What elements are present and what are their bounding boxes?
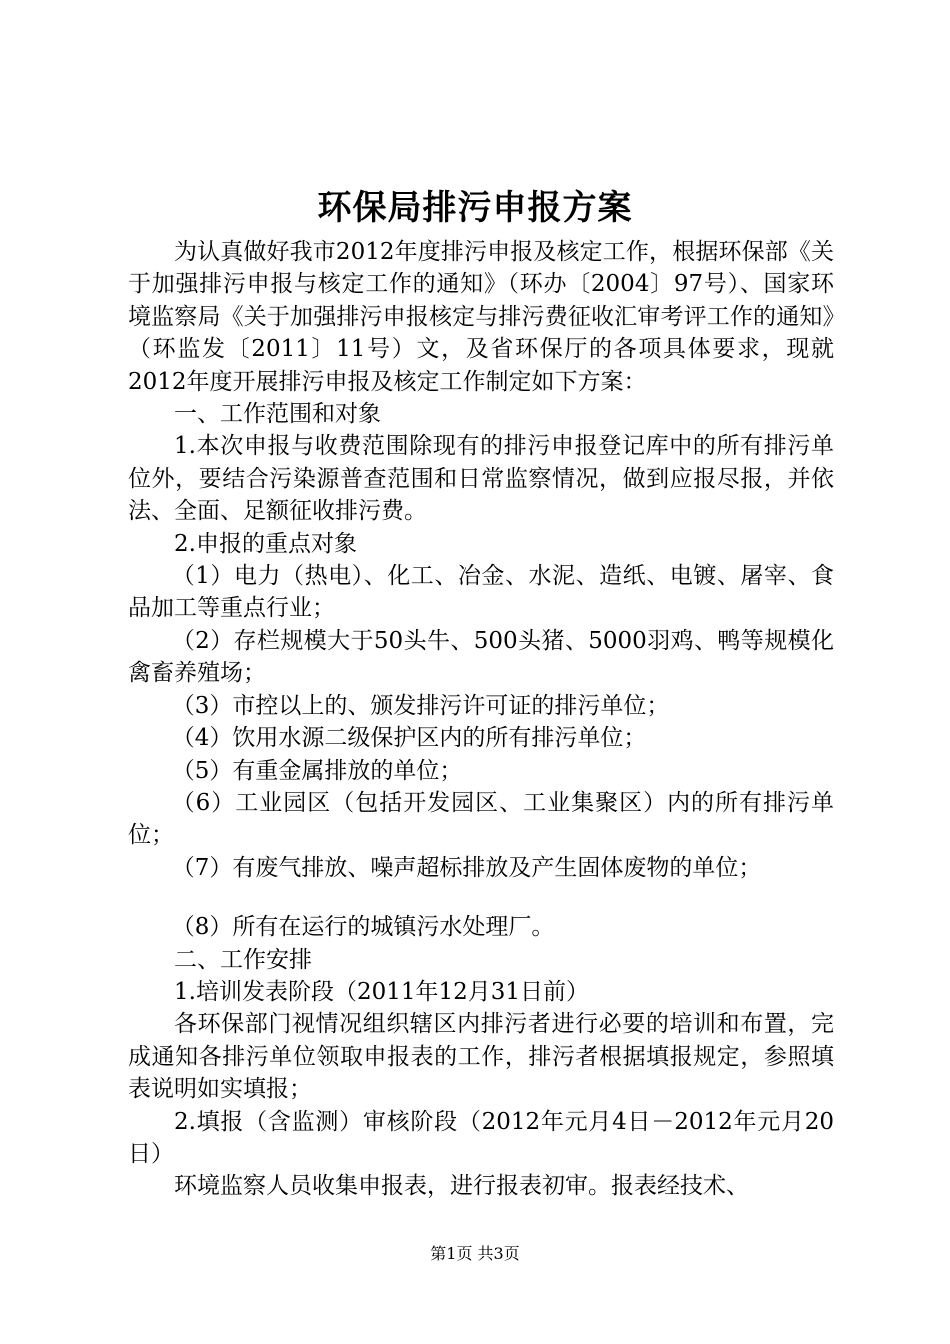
list-item-2: （2）存栏规模大于50头牛、500头猪、5000羽鸡、鸭等规模化禽畜养殖场；: [128, 627, 834, 687]
paragraph-key-targets: 2.申报的重点对象: [174, 530, 357, 557]
document-title: 环保局排污申报方案: [317, 188, 633, 228]
list-item-1: （1）电力（热电）、化工、冶金、水泥、造纸、电镀、屠宰、食品加工等重点行业；: [128, 563, 834, 622]
section-heading-arrangement: 二、工作安排: [174, 946, 312, 973]
section-heading-scope: 一、工作范围和对象: [174, 401, 381, 428]
list-item-8: （8）所有在运行的城镇污水处理厂。: [171, 914, 555, 941]
phase-1-paragraph: 各环保部门视情况组织辖区内排污者进行必要的培训和布置，完成通知各排污单位领取申报表的工作，排污者根据填报规定，参照填表说明如实填报；: [128, 1011, 834, 1103]
list-item-5: （5）有重金属排放的单位；: [171, 757, 463, 784]
paragraph-scope-1: 1.本次申报与收费范围除现有的排污申报登记库中的所有排污单位外，要结合污染源普查范围和日常监察情况，做到应报尽报，并依法、全面、足额征收排污费。: [128, 433, 834, 525]
phase-2-heading: 2.填报（含监测）审核阶段（2012年元月4日－2012年元月20日）: [128, 1108, 834, 1167]
list-item-6: （6）工业园区（包括开发园区、工业集聚区）内的所有排污单位；: [128, 789, 834, 849]
intro-paragraph: 为认真做好我市2012年度排污申报及核定工作，根据环保部《关于加强排污申报与核定工作的通知》（环办〔2004〕97号）、国家环境监察局《关于加强排污申报核定与排污费征收汇审考评工作的通知》（环监发〔2011〕11号）文，及省环保厅的各项具体要求，现就2012年度开展排污申报及核定工作制定如下方案：: [128, 239, 834, 395]
list-item-7: （7）有废气排放、噪声超标排放及产生固体废物的单位；: [171, 854, 762, 881]
list-item-3: （3）市控以上的、颁发排污许可证的排污单位；: [171, 692, 670, 719]
phase-2-paragraph: 环境监察人员收集申报表，进行报表初审。报表经技术、: [174, 1173, 749, 1200]
document-body: [128, 236, 834, 1203]
phase-1-heading: 1.培训发表阶段（2011年12月31日前）: [174, 978, 590, 1005]
list-item-4: （4）饮用水源二级保护区内的所有排污单位；: [171, 725, 647, 752]
page-footer: 第1页 共3页: [430, 1244, 520, 1263]
blank-line: [128, 884, 834, 911]
